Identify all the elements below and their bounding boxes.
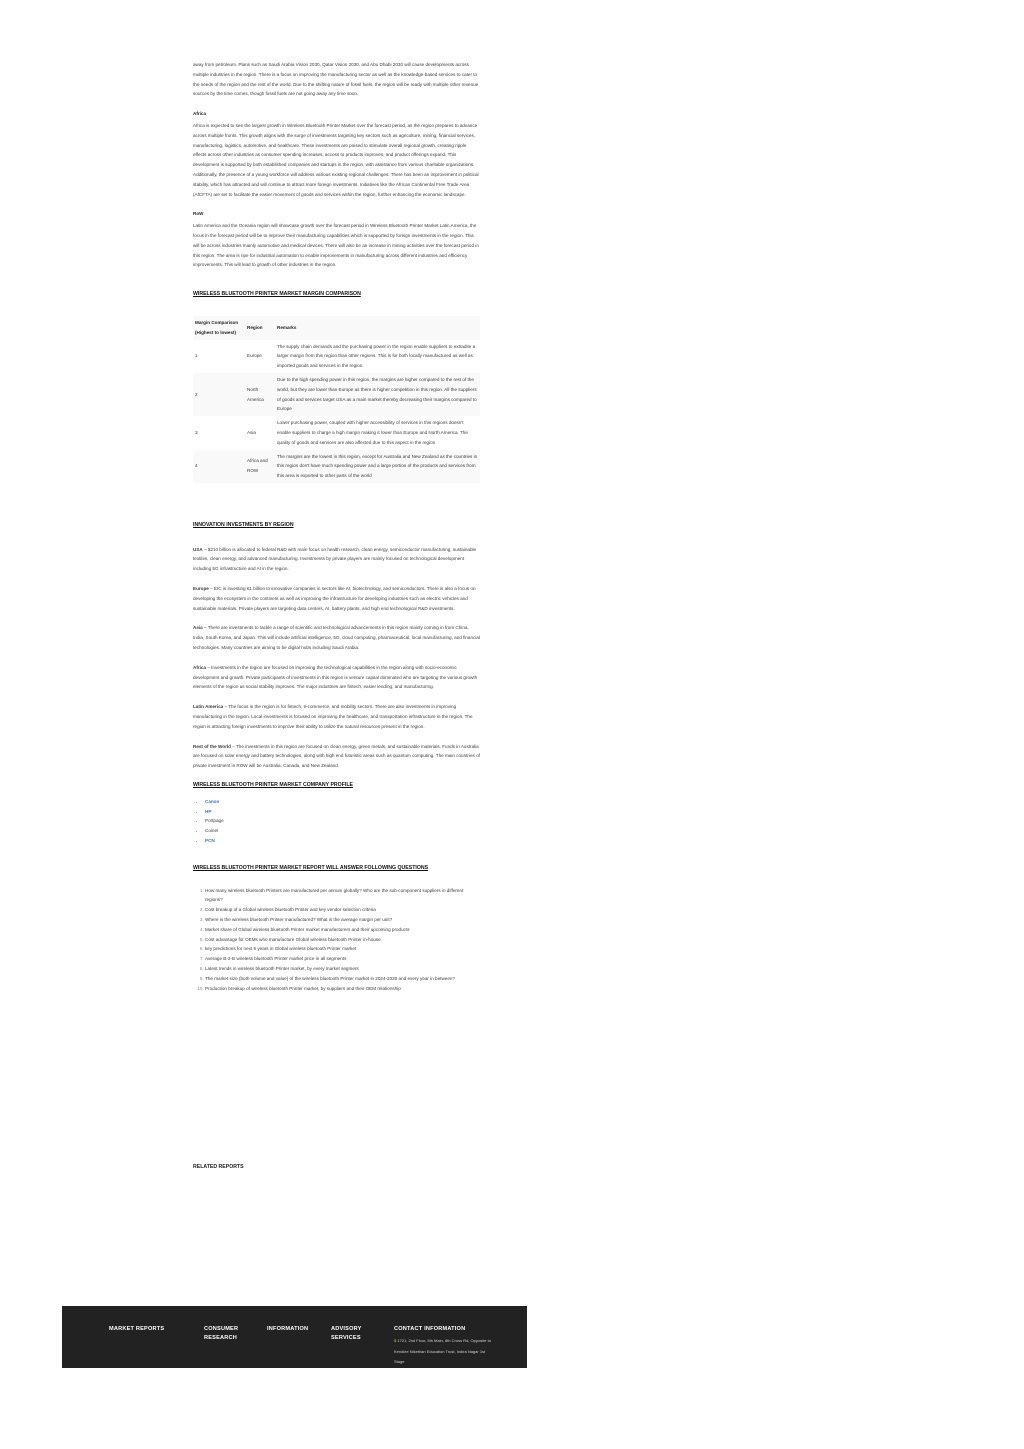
question-item: 8. Latest trends in wireless bluetooth Printer market, by every market segment bbox=[205, 964, 480, 974]
innovation-text: – $210 billion is allocated to federal R&D with main focus on health research, clean energy, semiconductor manufacturing, sustainable textiles, clean energy, and advanced manufacturing. Investments by private players are mainly focused on technological development including 5G infrastructure and AI in the region. bbox=[193, 546, 477, 572]
related-reports-heading: RELATED REPORTS bbox=[193, 1164, 244, 1170]
company-link-pcn[interactable]: • PCN bbox=[205, 836, 480, 846]
africa-heading: Africa bbox=[193, 111, 207, 117]
company-list bbox=[193, 797, 480, 846]
row-paragraph: Latin America and the Oceania region will showcase growth over the forecast period in Wireless Bluetooth Printer Market Latin America, the focus in the forecast period will be to improve their manufacturing capabilities which is supported by foreign investments in the region. This will be across industries mainly automotive and medical devices. There will also be an increase in mining activities over the forecast period in this region. The area is ripe for industrial automation to enable improvements in manufacturing across different industries and efficiency improvements. This will lead to growth of other industries in the region. bbox=[193, 223, 479, 268]
column-header: Region bbox=[245, 316, 275, 340]
site-footer bbox=[62, 1306, 527, 1368]
table-row bbox=[193, 373, 480, 416]
rank-cell: 2 bbox=[193, 373, 245, 416]
column-header: Margin Comparison (Highest to lowest) bbox=[193, 316, 245, 340]
company-link-hp[interactable]: • HP bbox=[205, 807, 480, 817]
region-cell: Asia bbox=[245, 416, 275, 449]
margin-comparison-table bbox=[193, 316, 480, 483]
footer-information[interactable]: INFORMATION bbox=[267, 1326, 309, 1332]
company-profile-heading: WIRELESS BLUETOOTH PRINTER MARKET COMPANY PROFILE bbox=[193, 782, 353, 789]
innovation-text: – The focus in the region is for fintech, e-commerce, and mobility sectors. There are also investments in improving manufacturing in the region. Local investments is focused on improving the healthcare, and transportation infrastructure in the region. The region is attracting foreign investments to improve their ability to utilize the natural resources present in the region. bbox=[193, 704, 473, 729]
questions-heading: WIRELESS BLUETOOTH PRINTER MARKET REPORT WILL ANSWER FOLLOWING QUESTIONS bbox=[193, 864, 429, 871]
innovation-text: – There are investments to tackle a range of scientific and technological advancements in this region mainly coming in from China, India, South Korea, and Japan. This will include artificial intelligence, 5G, cloud computing, pharmaceutical, local manufacturing, and financial technologies. Many countries are aiming to be digital hubs including Saudi Arabia. bbox=[193, 625, 480, 651]
margin-comparison-heading: WIRELESS BLUETOOTH PRINTER MARKET MARGIN COMPARISON bbox=[193, 291, 361, 298]
innovation-text: – The investments in this region are focused on clean energy, green metals, and sustainable materials. Funds in Australia are focused on solar energy and battery technologies, along with high end futuristic areas such as quantum computing. The main countries of private investment in ROW will be Australia, Canada, and New Zealand. bbox=[193, 743, 480, 769]
location-pin-icon: $ bbox=[394, 1338, 397, 1343]
table-row bbox=[193, 340, 480, 373]
footer-consumer-research[interactable]: CONSUMER RESEARCH bbox=[204, 1326, 239, 1341]
innovation-text: – EIC is investing €1 billion to innovative companies in sectors like AI, biotechnology, and semiconductors. There is also a focus on developing the ecosystem in the continent as well as improving the infrastructure for developing industries such as electric vehicles and sustainable materials. Private players are targeting data centers, AI, battery plants, and high end technological R&D investments. bbox=[193, 586, 476, 611]
innovation-latin-america bbox=[193, 702, 480, 731]
region-cell: Africa and ROW bbox=[245, 450, 275, 483]
question-item: 1. How many wireless bluetooth Printers are manufactured per annum globally? Who are the sub-component suppliers in different regions? bbox=[205, 886, 480, 906]
question-item: 10. Production breakup of wireless bluetooth Printer market, by suppliers and their OEM relationship bbox=[205, 984, 480, 994]
company-link-canon[interactable]: • Canon bbox=[205, 797, 480, 807]
question-item: 5. Cost advantage for OEMs who manufacture Global wireless bluetooth Printer in-house bbox=[205, 935, 480, 945]
footer-address bbox=[394, 1336, 494, 1368]
question-item: 6. key predictions for next 5 years in Global wireless bluetooth Printer market bbox=[205, 944, 480, 954]
remarks-cell: The margins are the lowest in this region, except for Australia and New Zealand as the countries in this region don't have much spending power and a large portion of the products and services from this area is exported to other parts of the world bbox=[275, 450, 480, 483]
innovation-label: Europe bbox=[193, 586, 209, 592]
question-item: 7. Average B-2-B wireless bluetooth Printer market price in all segments bbox=[205, 954, 480, 964]
question-item: 2. Cost breakup of a Global wireless bluetooth Printer and key vendor selection criteria bbox=[205, 905, 480, 915]
footer-market-reports[interactable]: MARKET REPORTS bbox=[109, 1326, 165, 1332]
table-row bbox=[193, 450, 480, 483]
table-header-row bbox=[193, 316, 480, 340]
remarks-cell: Due to the high spending power in this region, the margins are higher compared to the rest of the world, but they are lower than Europe as there is higher competition in this region. All the suppliers of goods and services target USA as a main market thereby decreasing their margins compared to Europe bbox=[275, 373, 480, 416]
innovation-label: Asia bbox=[193, 625, 203, 631]
company-item-coinel: • Coinel bbox=[205, 826, 480, 836]
innovation-text: – Investments in the region are focused on improving the technological capabilities in the region along with socio-economic development and growth. Private participants of investments in this region is venture capital dominated who are targeting the various growth elements of the region as social stability improves. The major industries are fintech, easier lending, and manufacturing. bbox=[193, 664, 478, 690]
article-body bbox=[193, 60, 480, 993]
remarks-cell: The supply chain demands and the purchasing power in the region enable suppliers to extradite a larger margin from this region than other regions. This is for both locally manufactured as well as imported goods and services in the region. bbox=[275, 340, 480, 373]
region-cell: Europe bbox=[245, 340, 275, 373]
innovation-africa bbox=[193, 663, 480, 692]
rank-cell: 4 bbox=[193, 450, 245, 483]
footer-advisory-services[interactable]: ADVISORY SERVICES bbox=[331, 1326, 362, 1341]
innovation-label: USA bbox=[193, 546, 203, 552]
innovation-usa bbox=[193, 545, 480, 574]
innovation-europe bbox=[193, 584, 480, 613]
intro-paragraph: away from petroleum. Plans such as Saudi Arabia Vision 2030, Qatar Vision 2030, and Abu Dhabi 2030 will cause developments across multiple industries in the region. There is a focus on improving the manufacturing sector as well as the knowledge-based services to cater to the needs of the region and the rest of the world. Due to the shifting nature of fossil fuels, the region will be ready with multiple other revenue sources by the time comes, though fossil fuels are not going away any time soon. bbox=[193, 62, 479, 97]
innovation-label: Rest of the World bbox=[193, 743, 231, 749]
region-cell: North America bbox=[245, 373, 275, 416]
africa-paragraph: Africa is expected to see the largest growth in Wireless Bluetooth Printer Market over the forecast period, as the region prepares to advance across multiple fronts. This growth aligns with the surge of investments targeting key sectors such as agriculture, mining, financial services, manufacturing, logistics, automotive, and healthcare. These investments are poised to stimulate overall regional growth, creating ripple effects across other industries as consumer spending increases, access to products improves, and product offerings expand. This development is supported by both established companies and startups in the region, with assistance from various charitable organizations. Additionally, the presence of a young workforce will address various existing regional challenges. There has been an improvement in political stability, which has attracted and will continue to attract more foreign investments. Initiatives like the African Continental Free Trade Area (AfCFTA) are set to facilitate the easier movement of goods and services within the region, further enhancing the economic landscape. bbox=[193, 122, 479, 197]
questions-list bbox=[193, 886, 480, 994]
column-header: Remarks bbox=[275, 316, 480, 340]
rank-cell: 3 bbox=[193, 416, 245, 449]
innovation-asia bbox=[193, 623, 480, 652]
footer-address-text: 1721, 2nd Floor, 5th Main, 6th Cross Rd, Opposite to Kendiee Nikethan Education Trust, Indira Nagar 1st Stage bbox=[394, 1338, 491, 1364]
remarks-cell: Lower purchasing power, coupled with higher accessibility of services in this regions doesn't enable suppliers to charge a high margin making it lower than Europe and North America. The quality of goods and services are also affected due to this aspect in the region bbox=[275, 416, 480, 449]
rank-cell: 1 bbox=[193, 340, 245, 373]
innovation-label: Latin America bbox=[193, 704, 224, 710]
innovation-label: Africa bbox=[193, 664, 207, 670]
question-item: 9. The market size (both volume and value) of the wireless bluetooth Printer market in 2024-2030 and every year in between? bbox=[205, 974, 480, 984]
question-item: 3. Where is the wireless bluetooth Printer manufactured? What is the average margin per unit? bbox=[205, 915, 480, 925]
innovation-rest-of-world bbox=[193, 742, 480, 771]
footer-contact-information: CONTACT INFORMATION bbox=[394, 1326, 466, 1332]
company-item-portpage: • Portpage bbox=[205, 816, 480, 826]
row-heading: RoW bbox=[193, 211, 204, 217]
table-row bbox=[193, 416, 480, 449]
innovation-heading: INNOVATION INVESTMENTS BY REGION bbox=[193, 521, 294, 528]
question-item: 4. Market share of Global wireless bluetooth Printer market manufacturers and their upcoming products bbox=[205, 925, 480, 935]
